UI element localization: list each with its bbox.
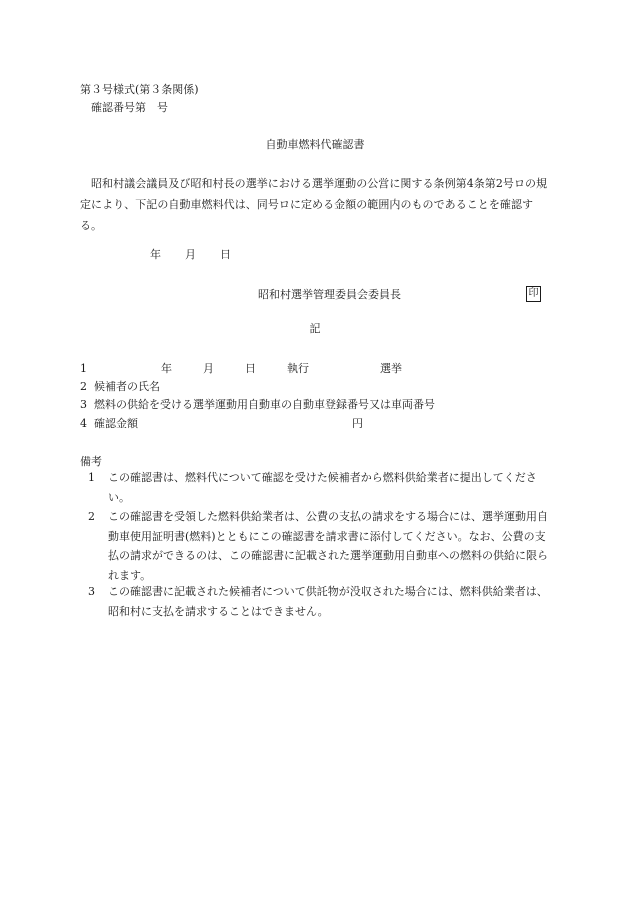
note-text: この確認書は、燃料代について確認を受けた候補者から燃料供給業者に提出してください。 bbox=[108, 471, 537, 504]
list-item-election bbox=[80, 363, 402, 374]
confirmation-number-label: 確認番号第 号 bbox=[91, 101, 168, 114]
item-number: 3 bbox=[80, 398, 87, 411]
list-item-vehicle bbox=[80, 399, 435, 410]
document-title: 自動車燃料代確認書 bbox=[265, 138, 365, 151]
item-month: 月 bbox=[203, 362, 214, 375]
ki-heading: 記 bbox=[309, 322, 321, 335]
item-text: 燃料の供給を受ける選挙運動用自動車の自動車登録番号又は車両番号 bbox=[94, 398, 435, 411]
item-text: 確認金額 bbox=[94, 417, 138, 430]
note-number: 2 bbox=[88, 510, 95, 523]
note-item bbox=[88, 507, 556, 585]
date-line bbox=[150, 249, 231, 260]
note-number: 1 bbox=[88, 471, 95, 484]
date-day: 日 bbox=[220, 248, 231, 261]
item-year: 年 bbox=[161, 362, 172, 375]
date-year: 年 bbox=[150, 248, 161, 261]
notes-heading: 備考 bbox=[80, 455, 102, 468]
item-execute: 執行 bbox=[287, 362, 309, 375]
issuer-title: 昭和村選挙管理委員会委員長 bbox=[258, 288, 401, 301]
note-number: 3 bbox=[88, 585, 95, 598]
note-text: この確認書を受領した燃料供給業者は、公費の支払の請求をする場合には、選挙運動用自動車使用証明書(燃料)とともにこの確認書を請求書に添付してください。なお、公費の支払の請求ができるのは、この確認書に記載された選挙運動用自動車への燃料の供給に限られます。 bbox=[108, 510, 548, 582]
item-number: 2 bbox=[80, 380, 87, 393]
date-month: 月 bbox=[185, 248, 196, 261]
list-item-candidate bbox=[80, 381, 160, 392]
note-text: この確認書に記載された候補者について供託物が没収された場合には、燃料供給業者は、昭和村に支払を請求することはできません。 bbox=[108, 585, 548, 618]
list-item-amount bbox=[80, 418, 363, 429]
item-unit: 円 bbox=[352, 417, 363, 430]
item-text: 候補者の氏名 bbox=[94, 380, 160, 393]
item-election: 選挙 bbox=[380, 362, 402, 375]
seal-mark: 印 bbox=[526, 286, 541, 302]
intro-paragraph: 昭和村議会議員及び昭和村長の選挙における選挙運動の公営に関する条例第4条第2号ロの規定により、下記の自動車燃料代は、同号ロに定める金額の範囲内のものであることを確認する。 bbox=[80, 177, 548, 232]
form-number: 第３号様式(第３条関係) bbox=[80, 83, 199, 96]
note-item bbox=[88, 468, 556, 507]
item-number: 1 bbox=[80, 362, 87, 375]
item-number: 4 bbox=[80, 417, 87, 430]
item-day: 日 bbox=[245, 362, 256, 375]
note-item bbox=[88, 582, 556, 621]
